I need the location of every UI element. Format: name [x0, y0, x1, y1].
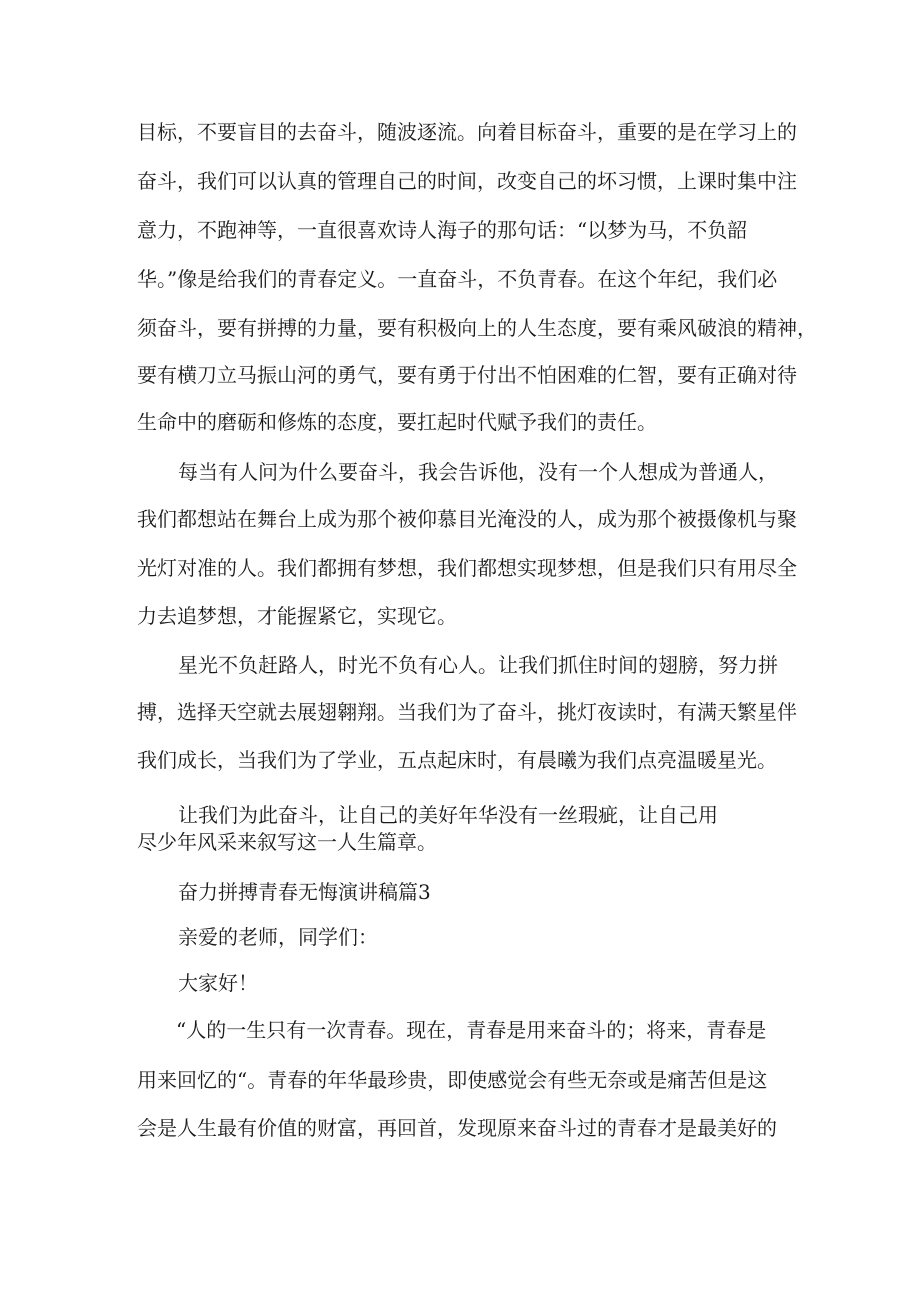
salutation: 亲爱的老师，同学们： [178, 925, 378, 949]
paragraph-line: 用来回忆的“。青春的年华最珍贵，即使感觉会有些无奈或是痛苦但是这 [137, 1068, 768, 1092]
paragraph-line: 奋斗，我们可以认真的管理自己的时间，改变自己的坏习惯，上课时集中注 [137, 169, 797, 193]
paragraph-line: 搏，选择天空就去展翅翱翔。当我们为了奋斗，挑灯夜读时，有满天繁星伴 [137, 700, 797, 724]
section-title: 奋力拼搏青春无悔演讲稿篇3 [178, 880, 431, 904]
paragraph-line: 每当有人问为什么要奋斗，我会告诉他，没有一个人想成为普通人， [178, 460, 778, 484]
paragraph-line: 目标，不要盲目的去奋斗，随波逐流。向着目标奋斗，重要的是在学习上的 [137, 120, 797, 144]
paragraph-line: 我们成长，当我们为了学业，五点起床时，有晨曦为我们点亮温暖星光。 [137, 748, 777, 772]
paragraph-line: 光灯对准的人。我们都拥有梦想，我们都想实现梦想，但是我们只有用尽全 [137, 556, 797, 580]
greeting: 大家好！ [178, 971, 258, 995]
paragraph-line: 尽少年风采来叙写这一人生篇章。 [137, 830, 437, 854]
paragraph-line: “人的一生只有一次青春。现在，青春是用来奋斗的；将来，青春是 [176, 1018, 767, 1042]
paragraph-line: 我们都想站在舞台上成为那个被仰慕目光淹没的人，成为那个被摄像机与聚 [137, 507, 797, 531]
paragraph-line: 华。”像是给我们的青春定义。一直奋斗，不负青春。在这个年纪，我们必 [137, 267, 778, 291]
paragraph-line: 意力，不跑神等，一直很喜欢诗人海子的那句话：“以梦为马，不负韶 [137, 218, 748, 242]
paragraph-line: 生命中的磨砺和修炼的态度，要扛起时代赋予我们的责任。 [137, 410, 657, 434]
paragraph-line: 会是人生最有价值的财富，再回首，发现原来奋斗过的青春才是最美好的 [137, 1116, 777, 1140]
paragraph-line: 让我们为此奋斗，让自己的美好年华没有一丝瑕疵，让自己用 [178, 803, 718, 827]
paragraph-line: 星光不负赶路人，时光不负有心人。让我们抓住时间的翅膀，努力拼 [178, 653, 778, 677]
paragraph-line: 要有横刀立马振山河的勇气，要有勇于付出不怕困难的仁智，要有正确对待 [137, 363, 797, 387]
paragraph-line: 力去追梦想，才能握紧它，实现它。 [137, 604, 457, 628]
paragraph-line: 须奋斗，要有拼搏的力量，要有积极向上的人生态度，要有乘风破浪的精神， [137, 316, 817, 340]
